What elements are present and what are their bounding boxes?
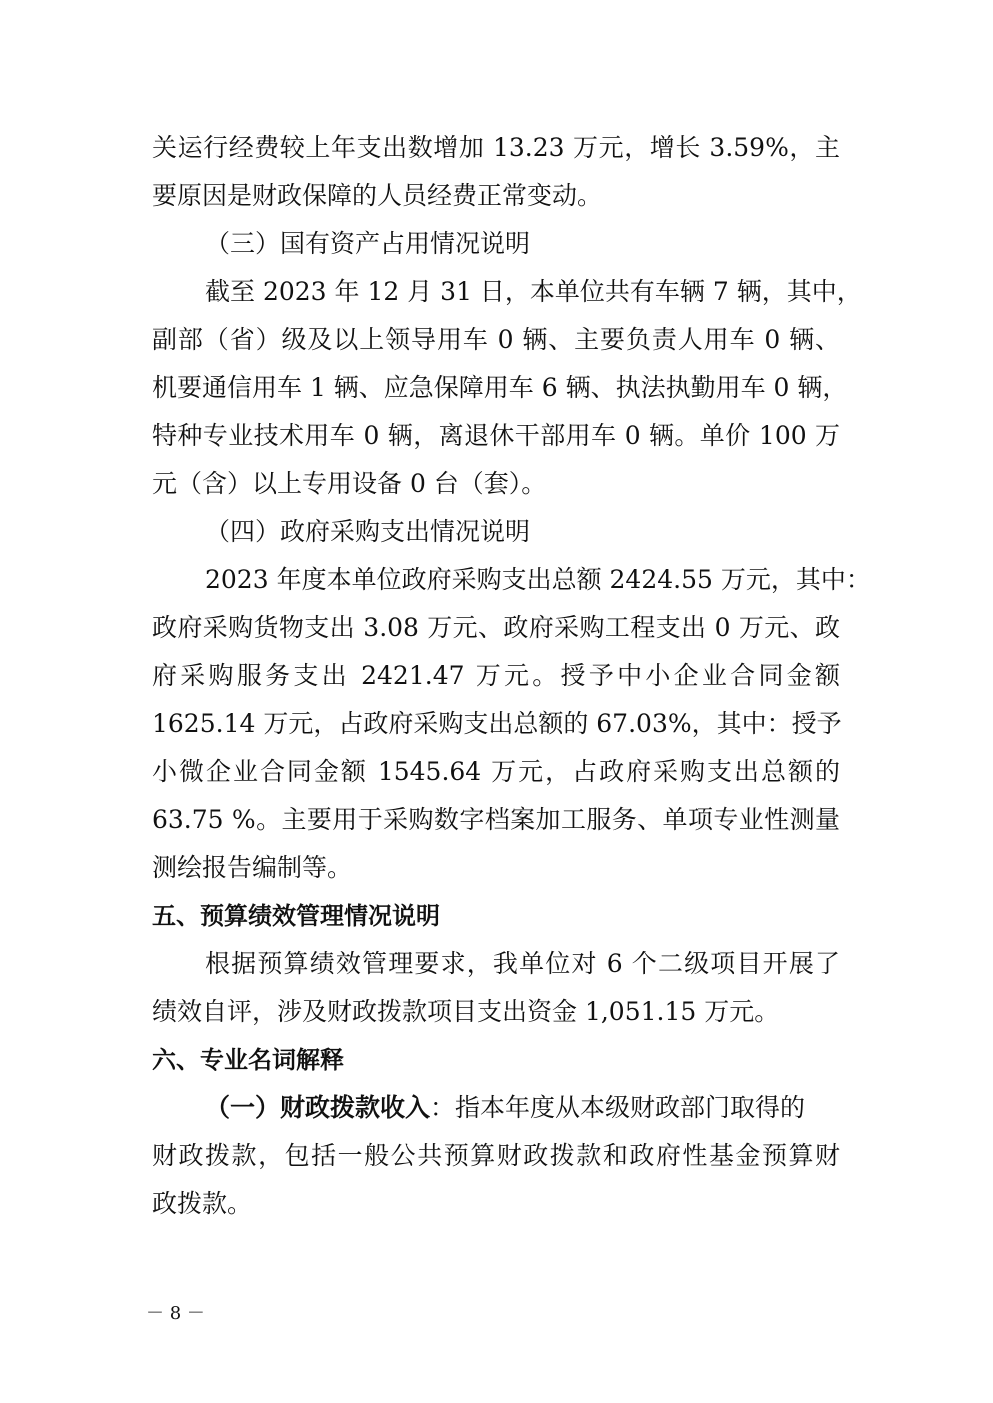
paragraph-line-15: 63.75 %。主要用于采购数字档案加工服务、单项专业性测量 xyxy=(152,805,840,834)
paragraph-line-7: 特种专业技术用车 0 辆，离退休干部用车 0 辆。单价 100 万 xyxy=(152,421,840,450)
paragraph-line-5: 副部（省）级及以上领导用车 0 辆、主要负责人用车 0 辆、 xyxy=(152,325,840,354)
definition-line-1 xyxy=(205,1086,840,1130)
paragraph-line-8: 元（含）以上专用设备 0 台（套）。 xyxy=(152,469,547,498)
paragraph-line-1: 关运行经费较上年支出数增加 13.23 万元，增长 3.59%，主 xyxy=(152,133,840,162)
section-heading-5: 五、预算绩效管理情况说明 xyxy=(152,902,440,930)
paragraph-line-18: 根据预算绩效管理要求，我单位对 6 个二级项目开展了 xyxy=(205,949,840,978)
section-heading-3: （三）国有资产占用情况说明 xyxy=(205,229,531,258)
paragraph-line-6: 机要通信用车 1 辆、应急保障用车 6 辆、执法执勤用车 0 辆， xyxy=(152,373,848,402)
paragraph-line-11: 政府采购货物支出 3.08 万元、政府采购工程支出 0 万元、政 xyxy=(152,613,840,642)
definition-line-3: 政拨款。 xyxy=(152,1189,253,1218)
paragraph-line-13: 1625.14 万元，占政府采购支出总额的 67.03%，其中：授予 xyxy=(152,709,842,738)
section-heading-4: （四）政府采购支出情况说明 xyxy=(205,517,531,546)
paragraph-line-12: 府采购服务支出 2421.47 万元。授予中小企业合同金额 xyxy=(152,661,840,690)
paragraph-line-14: 小微企业合同金额 1545.64 万元，占政府采购支出总额的 xyxy=(152,757,840,786)
paragraph-line-10: 2023 年度本单位政府采购支出总额 2424.55 万元，其中： xyxy=(205,565,871,594)
section-heading-6: 六、专业名词解释 xyxy=(152,1046,344,1074)
page-number: － 8 － xyxy=(146,1303,205,1324)
paragraph-line-4: 截至 2023 年 12 月 31 日，本单位共有车辆 7 辆，其中， xyxy=(205,277,862,306)
definition-term: （一）财政拨款收入 xyxy=(205,1093,431,1122)
paragraph-line-16: 测绘报告编制等。 xyxy=(152,853,353,882)
paragraph-line-2: 要原因是财政保障的人员经费正常变动。 xyxy=(152,181,603,210)
definition-line-2: 财政拨款，包括一般公共预算财政拨款和政府性基金预算财 xyxy=(152,1141,840,1170)
definition-text: ：指本年度从本级财政部门取得的 xyxy=(430,1093,806,1122)
paragraph-line-19: 绩效自评，涉及财政拨款项目支出资金 1,051.15 万元。 xyxy=(152,997,780,1026)
